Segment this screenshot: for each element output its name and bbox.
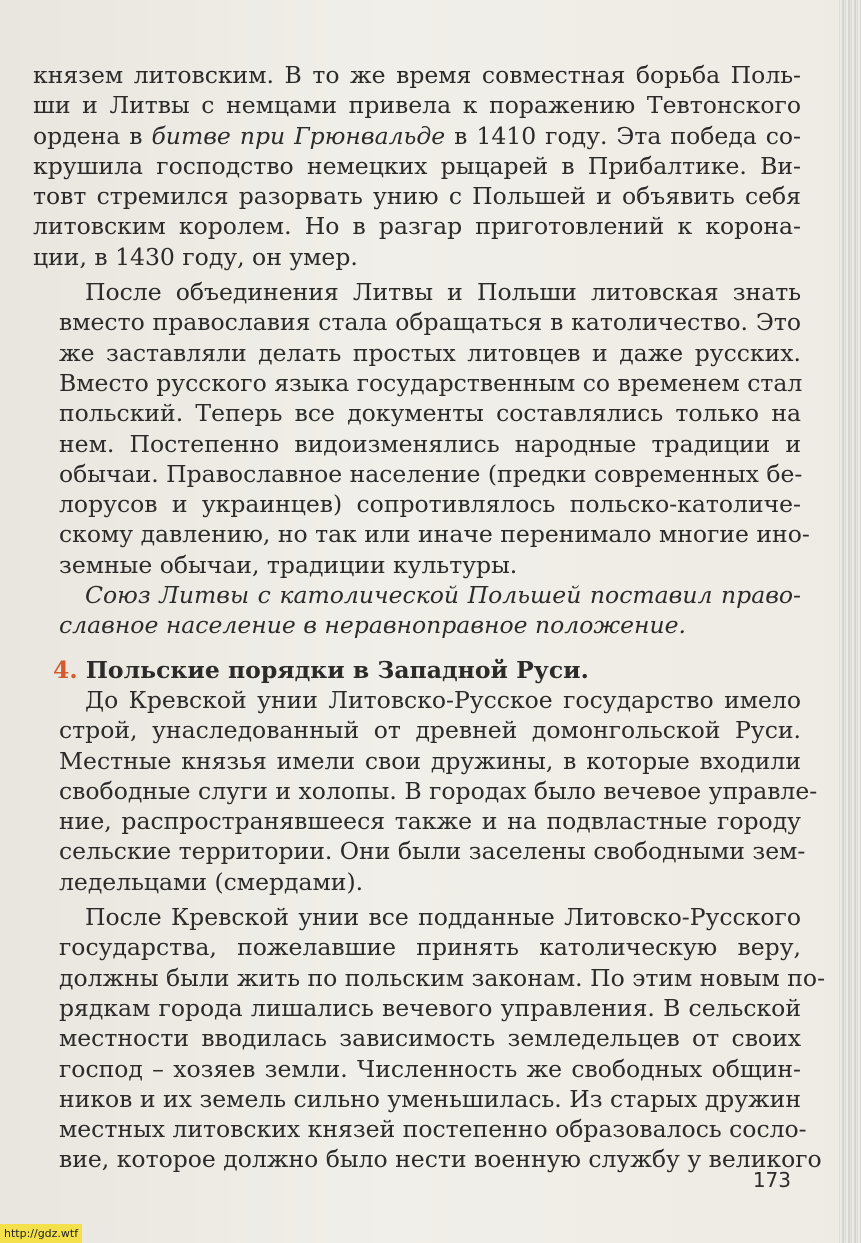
text-line: ции, в 1430 году, он умер. xyxy=(33,242,358,271)
text-line: ледельцами (смердами). xyxy=(59,867,364,896)
text-line: свободные слуги и холопы. В городах было вечевое управле- xyxy=(59,776,818,805)
text-line: господ – хозяев земли. Численность же свободных общин- xyxy=(59,1054,801,1083)
text-line: После объединения Литвы и Польши литовская знать xyxy=(85,278,801,307)
text-line: товт стремился разорвать унию с Польшей и объявить себя xyxy=(33,182,801,211)
text-line: сельские территории. Они были заселены свободными зем- xyxy=(59,837,806,866)
text-line: строй, унаследованный от древней домонгольской Руси. xyxy=(59,716,801,745)
summary-italic xyxy=(33,580,801,641)
text-line: лорусов и украинцев) сопротивлялось польско-католиче- xyxy=(59,490,801,519)
paragraph-2 xyxy=(33,277,810,580)
paragraph-3 xyxy=(33,685,818,897)
text-line: же заставляли делать простых литовцев и даже русских. xyxy=(59,338,801,367)
text-line: должны были жить по польским законам. По этим новым по- xyxy=(59,963,826,992)
text-line: Союз Литвы с католической Польшей поставил право- xyxy=(85,581,801,610)
section-heading xyxy=(33,655,801,685)
section-number: 4. xyxy=(53,655,78,684)
text-line: государства, пожелавшие принять католическую веру, xyxy=(59,933,801,962)
page-edge xyxy=(839,0,861,1243)
text-line: польский. Теперь все документы составлялись только на xyxy=(59,399,801,428)
text-line: Вместо русского языка государственным со временем стал xyxy=(59,368,803,397)
text-line: ши и Литвы с немцами привела к поражению Тевтонского xyxy=(33,91,801,120)
text-line: крушила господство немецких рыцарей в Прибалтике. Ви- xyxy=(33,151,801,180)
page-number: 173 xyxy=(752,1168,791,1192)
text-line: После Кревской унии все подданные Литовско-Русского xyxy=(85,903,801,932)
text-line: местных литовских князей постепенно образовалось сосло- xyxy=(59,1115,807,1144)
text-line: рядкам города лишались вечевого управления. В сельской xyxy=(59,993,801,1022)
watermark-link[interactable]: http://gdz.wtf xyxy=(0,1224,82,1243)
section-title: Польские порядки в Западной Руси. xyxy=(85,655,589,684)
text-line: славное население в неравноправное положение. xyxy=(59,611,687,640)
text-line: скому давлению, но так или иначе перенимало многие ино- xyxy=(59,520,810,549)
text-line: Местные князья имели свои дружины, в которые входили xyxy=(59,746,801,775)
italic-term: битве при Грюнвальде xyxy=(151,121,446,150)
text-line: До Кревской унии Литовско-Русское государство имело xyxy=(85,685,801,714)
text-line: вие, которое должно было нести военную службу у великого xyxy=(59,1145,822,1174)
text-line: ордена в битве при Грюнвальде в 1410 году. Эта победа со- xyxy=(33,121,801,150)
text-line: вместо православия стала обращаться в католичество. Это xyxy=(59,308,801,337)
text-line: ников и их земель сильно уменьшилась. Из старых дружин xyxy=(59,1084,801,1113)
text-line: литовским королем. Но в разгар приготовлений к корона- xyxy=(33,212,801,241)
text-line: обычаи. Православное население (предки современных бе- xyxy=(59,459,803,488)
text-line: князем литовским. В то же время совместная борьба Поль- xyxy=(33,61,801,89)
page-text xyxy=(33,60,826,1175)
text-line: ние, распространявшееся также и на подвластные городу xyxy=(59,807,801,836)
text-line: нем. Постепенно видоизменялись народные традиции и xyxy=(59,429,801,458)
paragraph-1 xyxy=(33,60,801,272)
text-line: земные обычаи, традиции культуры. xyxy=(59,550,518,579)
paragraph-4 xyxy=(33,902,826,1175)
text-line: местности вводилась зависимость земледельцев от своих xyxy=(59,1024,801,1053)
